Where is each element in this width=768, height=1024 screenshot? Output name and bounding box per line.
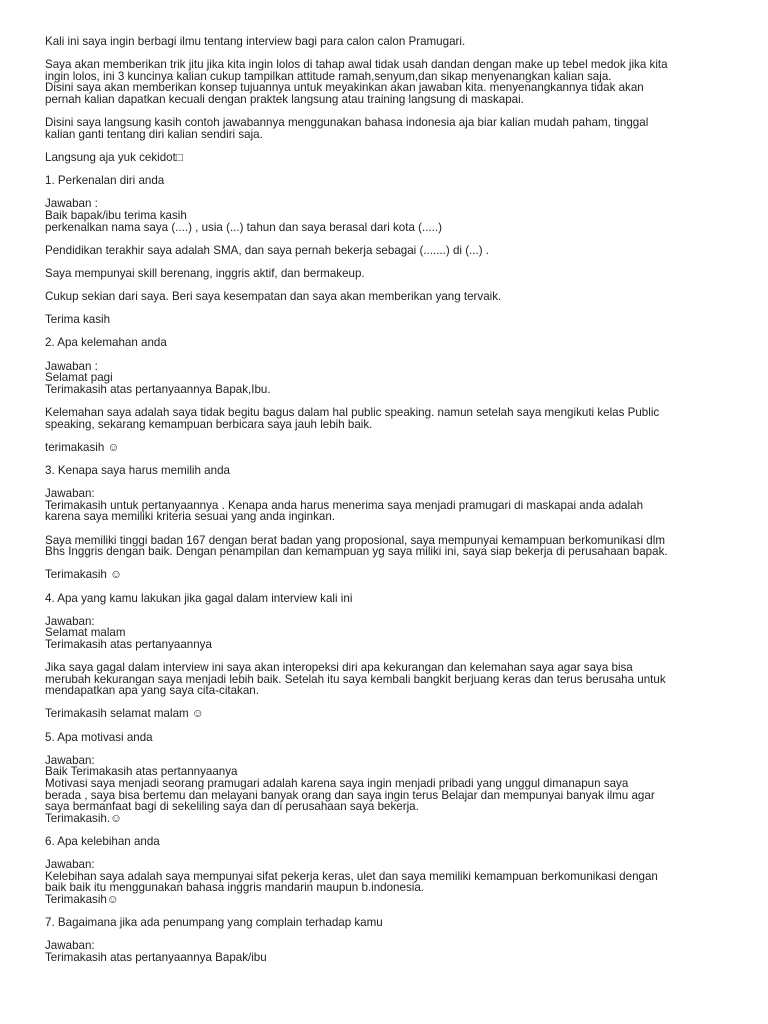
text-line: saya bermanfaat bagi di sekeliling saya dan di perusahaan saya bekerja. bbox=[45, 800, 419, 814]
text-line: 3. Kenapa saya harus memilih anda bbox=[45, 463, 230, 477]
text-line: terimakasih ☺ bbox=[45, 440, 120, 454]
text-line: Terimakasih atas pertanyaannya Bapak/ibu bbox=[45, 950, 267, 964]
paragraph bbox=[45, 361, 728, 396]
text-line: perkenalkan nama saya (....) , usia (...) tahun dan saya berasal dari kota (.....) bbox=[45, 220, 442, 234]
text-line: Terimakasih untuk pertanyaannya . Kenapa anda harus menerima saya menjadi pramugari di maskapai anda adalah bbox=[45, 498, 644, 512]
text-line: Terimakasih.☺ bbox=[45, 811, 122, 825]
text-line: mendapatkan apa yang saya cita-citakan. bbox=[45, 684, 259, 698]
text-line: Jawaban : bbox=[45, 197, 98, 211]
text-line: 7. Bagaimana jika ada penumpang yang complain terhadap kamu bbox=[45, 916, 383, 930]
text-line: Langsung aja yuk cekidot□ bbox=[45, 150, 183, 164]
paragraph bbox=[45, 175, 728, 187]
text-line: Saya mempunyai skill berenang, inggris aktif, dan bermakeup. bbox=[45, 266, 365, 280]
text-line: Jawaban: bbox=[45, 753, 95, 767]
paragraph bbox=[45, 314, 728, 326]
paragraph bbox=[45, 152, 728, 164]
text-line: Baik Terimakasih atas pertannyaanya bbox=[45, 765, 238, 779]
text-line: Kelebihan saya adalah saya mempunyai sifat pekerja keras, ulet dan saya memiliki kemampuan berkomunikasi dengan bbox=[45, 869, 658, 883]
text-line: Pendidikan terakhir saya adalah SMA, dan saya pernah bekerja sebagai (.......) di (...) . bbox=[45, 243, 490, 257]
text-line: speaking, sekarang kemampuan berbicara saya jauh lebih baik. bbox=[45, 417, 373, 431]
paragraph bbox=[45, 59, 728, 105]
text-line: Jawaban: bbox=[45, 487, 95, 501]
text-line: Kali ini saya ingin berbagi ilmu tentang interview bagi para calon calon Pramugari. bbox=[45, 35, 466, 48]
text-line: 2. Apa kelemahan anda bbox=[45, 336, 167, 350]
paragraph bbox=[45, 836, 728, 848]
text-line: Jika saya gagal dalam interview ini saya akan interopeksi diri apa kekurangan dan kelemahan saya agar saya bisa bbox=[45, 661, 633, 675]
text-line: kalian ganti tentang diri kalian sendiri saja. bbox=[45, 127, 263, 141]
paragraph bbox=[45, 488, 728, 523]
text-line: Terima kasih bbox=[45, 313, 111, 327]
paragraph bbox=[45, 117, 728, 140]
text-line: Disini saya akan memberikan konsep tujuannya untuk meyakinkan akan jawaban kita. menyenangkannya tidak akan bbox=[45, 81, 644, 95]
text-line: Motivasi saya menjadi seorang pramugari adalah karena saya ingin menjadi pribadi yang unggul dimanapun saya bbox=[45, 777, 629, 790]
paragraph bbox=[45, 569, 728, 581]
paragraph bbox=[45, 245, 728, 257]
text-line: Saya memiliki tinggi badan 167 dengan berat badan yang proposional, saya mempunyai kemampuan berkomunikasi dlm bbox=[45, 533, 665, 547]
text-line: Selamat malam bbox=[45, 626, 126, 640]
text-line: Jawaban : bbox=[45, 359, 98, 373]
paragraph bbox=[45, 337, 728, 349]
paragraph bbox=[45, 616, 728, 651]
paragraph bbox=[45, 755, 728, 825]
text-line: ingin lolos, ini 3 kuncinya kalian cukup tampilkan attitude ramah,senyum,dan sikap menyenangkan kalian saja. bbox=[45, 69, 612, 83]
paragraph bbox=[45, 268, 728, 280]
paragraph bbox=[45, 917, 728, 929]
text-line: Terimakasih ☺ bbox=[45, 568, 122, 582]
paragraph bbox=[45, 732, 728, 744]
text-line: Terimakasih atas pertanyaannya Bapak,Ibu. bbox=[45, 382, 271, 396]
paragraph bbox=[45, 662, 728, 697]
text-line: berada , saya bisa bertemu dan melayani banyak orang dan saya ingin terus Belajar dan mempunyai banyak ilmu agar bbox=[45, 788, 655, 802]
text-line: pernah kalian dapatkan kecuali dengan praktek langsung atau training langsung di maskapai. bbox=[45, 92, 524, 106]
paragraph bbox=[45, 708, 728, 720]
text-line: 1. Perkenalan diri anda bbox=[45, 174, 165, 188]
paragraph bbox=[45, 198, 728, 233]
text-line: Terimakasih☺ bbox=[45, 892, 119, 906]
paragraph bbox=[45, 442, 728, 454]
text-line: Bhs Inggris dengan baik. Dengan penampilan dan kemampuan yg saya miliki ini, saya siap bekerja di perusahaan bapak. bbox=[45, 545, 668, 559]
text-line: Jawaban: bbox=[45, 614, 95, 628]
text-line: Baik bapak/ibu terima kasih bbox=[45, 208, 187, 222]
text-line: Disini saya langsung kasih contoh jawabannya menggunakan bahasa indonesia aja biar kalian mudah paham, tinggal bbox=[45, 116, 649, 130]
text-line: merubah kekurangan saya menjadi lebih baik. Setelah itu saya kembali bangkit berjuang keras dan terus berusaha untuk bbox=[45, 672, 666, 686]
text-line: karena saya memiliki kriteria sesuai yang anda inginkan. bbox=[45, 510, 335, 524]
text-line: Selamat pagi bbox=[45, 371, 113, 385]
paragraph bbox=[45, 940, 728, 963]
paragraph bbox=[45, 407, 728, 430]
text-line: 5. Apa motivasi anda bbox=[45, 730, 153, 744]
text-line: Jawaban: bbox=[45, 858, 95, 872]
text-line: Saya akan memberikan trik jitu jika kita ingin lolos di tahap awal tidak usah dandan dengan make up tebel medok jika kita bbox=[45, 58, 668, 72]
paragraph bbox=[45, 593, 728, 605]
text-line: Jawaban: bbox=[45, 939, 95, 953]
text-line: Terimakasih atas pertanyaannya bbox=[45, 637, 212, 651]
text-line: Terimakasih selamat malam ☺ bbox=[45, 707, 204, 721]
text-line: Kelemahan saya adalah saya tidak begitu bagus dalam hal public speaking. namun setelah saya mengikuti kelas Public bbox=[45, 406, 660, 419]
text-line: 6. Apa kelebihan anda bbox=[45, 834, 160, 848]
paragraph bbox=[45, 36, 728, 48]
text-line: baik baik itu menggunakan bahasa inggris mandarin maupun b.indonesia. bbox=[45, 881, 424, 895]
paragraph bbox=[45, 859, 728, 905]
text-line: 4. Apa yang kamu lakukan jika gagal dalam interview kali ini bbox=[45, 591, 353, 605]
paragraph bbox=[45, 291, 728, 303]
text-line: Cukup sekian dari saya. Beri saya kesempatan dan saya akan memberikan yang tervaik. bbox=[45, 290, 502, 304]
paragraph bbox=[45, 465, 728, 477]
paragraph bbox=[45, 535, 728, 558]
